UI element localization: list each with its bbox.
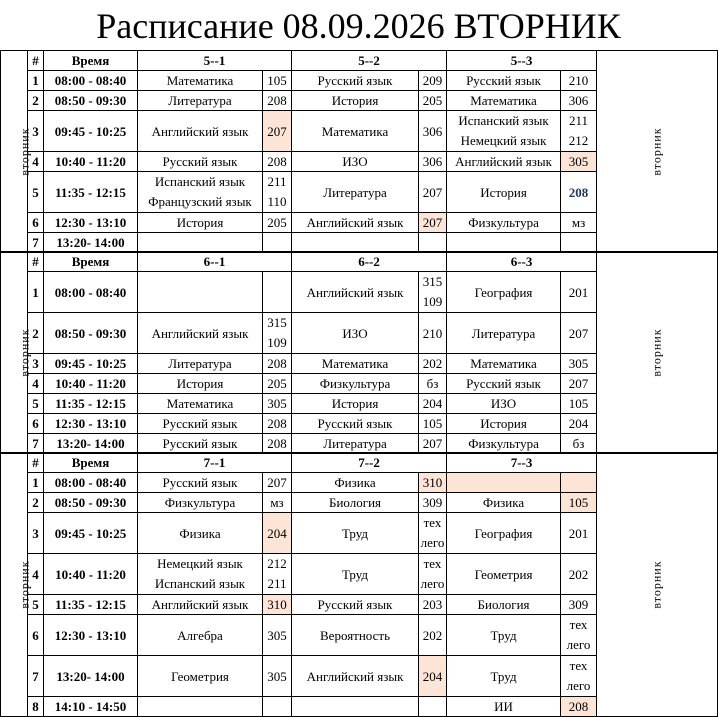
lesson-time: 08:50 - 09:30 — [44, 493, 138, 513]
lesson-time: 10:40 - 11:20 — [44, 374, 138, 394]
room-line: 109 — [267, 335, 287, 350]
room-cell: 310 — [263, 595, 292, 615]
room-cell: 208 — [263, 434, 292, 454]
room-cell: бз — [419, 374, 447, 394]
header-time: Время — [44, 252, 138, 272]
room-cell: 310 — [419, 473, 447, 493]
room-cell: 305 — [561, 354, 597, 374]
room-cell: 204 — [419, 394, 447, 414]
room-cell — [419, 272, 447, 313]
subject-cell: История — [447, 172, 561, 213]
room-cell: 105 — [263, 71, 292, 91]
subject-cell: География — [447, 272, 561, 313]
room-cell: 105 — [561, 493, 597, 513]
class-header: 6--1 — [138, 252, 292, 272]
class-header: 5--3 — [447, 51, 597, 71]
subject-cell — [447, 473, 561, 493]
lesson-time: 13:20- 14:00 — [44, 434, 138, 454]
lesson-time: 14:10 - 14:50 — [44, 697, 138, 717]
room-cell: 204 — [263, 513, 292, 554]
room-line: 315 — [267, 315, 287, 330]
room-cell: 309 — [419, 493, 447, 513]
room-cell — [263, 172, 292, 213]
subject-cell: Русский язык — [138, 473, 263, 493]
room-cell: 207 — [263, 473, 292, 493]
room-cell: 207 — [561, 374, 597, 394]
subject-cell: Биология — [292, 493, 419, 513]
lesson-number: 1 — [28, 272, 44, 313]
day-label-left — [1, 453, 32, 717]
subject-cell: Математика — [138, 394, 263, 414]
lesson-number: 7 — [28, 434, 44, 454]
class-header: 7--1 — [138, 453, 292, 473]
lesson-time: 12:30 - 13:10 — [44, 615, 138, 656]
subject-cell — [447, 111, 561, 152]
room-cell: 208 — [561, 172, 597, 213]
class-header: 7--3 — [447, 453, 597, 473]
lesson-time: 10:40 - 11:20 — [44, 152, 138, 172]
subject-cell: Физкультура — [447, 213, 561, 233]
room-cell: 305 — [263, 394, 292, 414]
room-line: лего — [420, 535, 445, 550]
class-header: 5--1 — [138, 51, 292, 71]
room-cell: 208 — [263, 414, 292, 434]
room-cell: 105 — [561, 394, 597, 414]
room-cell — [561, 233, 597, 253]
room-cell: 305 — [561, 152, 597, 172]
subject-cell: Геометрия — [447, 554, 561, 595]
room-cell: 202 — [419, 354, 447, 374]
room-cell: 205 — [419, 91, 447, 111]
subject-cell: Физкультура — [138, 493, 263, 513]
subject-cell: Русский язык — [138, 414, 263, 434]
room-line: 110 — [267, 194, 287, 209]
class-header: 5--2 — [292, 51, 447, 71]
room-cell: 306 — [561, 91, 597, 111]
class-header: 7--2 — [292, 453, 447, 473]
subject-cell: Английский язык — [138, 313, 263, 354]
room-cell — [419, 233, 447, 253]
subject-cell: История — [138, 374, 263, 394]
room-cell: 204 — [561, 414, 597, 434]
room-cell: 208 — [561, 697, 597, 717]
day-label-text: вторник — [17, 328, 32, 377]
lesson-number: 2 — [28, 313, 44, 354]
subject-cell: Русский язык — [447, 71, 561, 91]
header-num: # — [28, 252, 44, 272]
room-cell: 210 — [419, 313, 447, 354]
lesson-number: 4 — [28, 152, 44, 172]
day-label-left — [1, 252, 32, 454]
subject-cell: Математика — [292, 111, 419, 152]
subject-cell — [138, 697, 263, 717]
lesson-time: 09:45 - 10:25 — [44, 354, 138, 374]
subject-line: Испанский язык — [154, 576, 246, 591]
subject-cell: Труд — [447, 615, 561, 656]
room-cell: 207 — [561, 313, 597, 354]
room-cell — [263, 313, 292, 354]
subject-cell: Физика — [292, 473, 419, 493]
lesson-time: 10:40 - 11:20 — [44, 554, 138, 595]
day-label-text: вторник — [649, 560, 664, 609]
subject-cell: История — [292, 394, 419, 414]
room-line: лего — [420, 576, 445, 591]
lesson-number: 4 — [28, 554, 44, 595]
room-cell — [561, 473, 597, 493]
subject-cell: ИЗО — [447, 394, 561, 414]
subject-cell: Английский язык — [292, 272, 419, 313]
room-cell — [263, 272, 292, 313]
subject-cell: Русский язык — [292, 595, 419, 615]
subject-cell: Геометрия — [138, 656, 263, 697]
room-line: 212 — [568, 133, 589, 148]
subject-line: Испанский язык — [154, 174, 246, 189]
subject-cell — [138, 554, 263, 595]
room-cell: мз — [561, 213, 597, 233]
room-line: 211 — [267, 576, 287, 591]
subject-line: Испанский язык — [458, 113, 549, 128]
page-title: Расписание 08.09.2026 ВТОРНИК — [96, 6, 621, 46]
subject-cell — [292, 233, 419, 253]
subject-cell — [138, 272, 263, 313]
subject-cell: Английский язык — [292, 213, 419, 233]
lesson-number: 3 — [28, 513, 44, 554]
subject-cell: Математика — [447, 91, 561, 111]
subject-cell — [138, 233, 263, 253]
day-label-right — [597, 51, 718, 253]
day-label-right — [597, 453, 718, 717]
lesson-time: 08:00 - 08:40 — [44, 71, 138, 91]
subject-cell: Литература — [138, 354, 263, 374]
schedule-block-5 — [0, 50, 718, 253]
subject-cell: Литература — [447, 313, 561, 354]
lesson-number: 7 — [28, 656, 44, 697]
room-line: 109 — [422, 294, 443, 309]
subject-cell: Труд — [292, 513, 419, 554]
lesson-number: 6 — [28, 414, 44, 434]
subject-line: Французский язык — [148, 194, 252, 209]
room-cell: 207 — [419, 172, 447, 213]
room-cell — [263, 697, 292, 717]
room-cell: 207 — [419, 434, 447, 454]
lesson-time: 08:00 - 08:40 — [44, 272, 138, 313]
room-cell: 207 — [263, 111, 292, 152]
room-line: 212 — [267, 556, 287, 571]
room-cell — [419, 697, 447, 717]
subject-cell: Физкультура — [292, 374, 419, 394]
subject-cell: Английский язык — [292, 656, 419, 697]
room-cell — [561, 111, 597, 152]
lesson-number: 8 — [28, 697, 44, 717]
subject-cell: Труд — [292, 554, 419, 595]
lesson-number: 5 — [28, 595, 44, 615]
room-cell: 105 — [419, 414, 447, 434]
room-cell: 201 — [561, 513, 597, 554]
lesson-time: 11:35 - 12:15 — [44, 595, 138, 615]
lesson-number: 3 — [28, 354, 44, 374]
header-row — [1, 453, 718, 473]
subject-cell: Русский язык — [447, 374, 561, 394]
lesson-number: 7 — [28, 233, 44, 253]
room-cell: 208 — [263, 152, 292, 172]
lesson-time: 13:20- 14:00 — [44, 656, 138, 697]
lesson-time: 12:30 - 13:10 — [44, 414, 138, 434]
header-num: # — [28, 51, 44, 71]
subject-cell: Русский язык — [292, 414, 419, 434]
lesson-time: 13:20- 14:00 — [44, 233, 138, 253]
room-cell — [419, 513, 447, 554]
subject-cell — [292, 697, 419, 717]
day-label-left — [1, 51, 32, 253]
subject-cell: Русский язык — [138, 152, 263, 172]
lesson-number: 6 — [28, 615, 44, 656]
class-header: 6--3 — [447, 252, 597, 272]
room-cell — [263, 233, 292, 253]
room-cell — [561, 615, 597, 656]
subject-cell — [138, 172, 263, 213]
room-cell — [419, 554, 447, 595]
lesson-number: 4 — [28, 374, 44, 394]
room-line: тех — [423, 556, 442, 571]
subject-line: Немецкий язык — [460, 133, 547, 148]
subject-cell: Литература — [138, 91, 263, 111]
room-cell: 209 — [419, 71, 447, 91]
room-cell: 208 — [263, 91, 292, 111]
subject-cell: Русский язык — [138, 434, 263, 454]
subject-cell: Физика — [447, 493, 561, 513]
room-cell: 201 — [561, 272, 597, 313]
room-cell: 210 — [561, 71, 597, 91]
subject-cell: ИИ — [447, 697, 561, 717]
room-cell: 204 — [419, 656, 447, 697]
day-label-text: вторник — [649, 328, 664, 377]
room-cell: 306 — [419, 152, 447, 172]
subject-cell: История — [138, 213, 263, 233]
subject-cell: История — [447, 414, 561, 434]
room-line: 211 — [569, 113, 589, 128]
subject-cell: Физкультура — [447, 434, 561, 454]
room-cell — [263, 554, 292, 595]
room-cell: 309 — [561, 595, 597, 615]
room-cell: бз — [561, 434, 597, 454]
subject-cell: ИЗО — [292, 152, 419, 172]
room-line: тех — [569, 617, 588, 632]
room-cell: 205 — [263, 213, 292, 233]
room-cell: мз — [263, 493, 292, 513]
subject-cell: Математика — [292, 354, 419, 374]
lesson-number: 1 — [28, 71, 44, 91]
class-header: 6--2 — [292, 252, 447, 272]
subject-cell: География — [447, 513, 561, 554]
room-cell: 205 — [263, 374, 292, 394]
subject-cell: Английский язык — [447, 152, 561, 172]
lesson-time: 08:50 - 09:30 — [44, 313, 138, 354]
day-label-text: вторник — [649, 127, 664, 176]
lesson-number: 1 — [28, 473, 44, 493]
room-cell — [561, 656, 597, 697]
subject-cell — [447, 233, 561, 253]
header-row — [1, 51, 718, 71]
lesson-time: 11:35 - 12:15 — [44, 172, 138, 213]
lesson-number: 3 — [28, 111, 44, 152]
subject-cell: Физика — [138, 513, 263, 554]
day-label-right — [597, 252, 718, 454]
header-row — [1, 252, 718, 272]
room-line: лего — [566, 637, 591, 652]
room-cell: 305 — [263, 615, 292, 656]
lesson-number: 2 — [28, 493, 44, 513]
room-cell: 203 — [419, 595, 447, 615]
room-line: тех — [423, 515, 442, 530]
lesson-time: 12:30 - 13:10 — [44, 213, 138, 233]
schedule-block-7 — [0, 452, 718, 717]
subject-cell: Биология — [447, 595, 561, 615]
subject-cell: Английский язык — [138, 595, 263, 615]
subject-cell: Труд — [447, 656, 561, 697]
subject-cell: ИЗО — [292, 313, 419, 354]
subject-line: Немецкий язык — [157, 556, 243, 571]
room-line: 315 — [422, 274, 443, 289]
day-label-text: вторник — [17, 127, 32, 176]
room-line: 211 — [267, 174, 287, 189]
room-line: тех — [569, 658, 588, 673]
day-label-text: вторник — [17, 560, 32, 609]
header-time: Время — [44, 51, 138, 71]
subject-cell: Литература — [292, 434, 419, 454]
lesson-number: 2 — [28, 91, 44, 111]
room-cell: 202 — [419, 615, 447, 656]
subject-cell: Алгебра — [138, 615, 263, 656]
lesson-time: 09:45 - 10:25 — [44, 513, 138, 554]
header-time: Время — [44, 453, 138, 473]
lesson-number: 5 — [28, 172, 44, 213]
lesson-time: 11:35 - 12:15 — [44, 394, 138, 414]
room-line: лего — [566, 678, 591, 693]
lesson-time: 08:50 - 09:30 — [44, 91, 138, 111]
room-cell: 305 — [263, 656, 292, 697]
subject-cell: Математика — [447, 354, 561, 374]
room-cell: 202 — [561, 554, 597, 595]
lesson-time: 09:45 - 10:25 — [44, 111, 138, 152]
lesson-number: 6 — [28, 213, 44, 233]
room-cell: 208 — [263, 354, 292, 374]
room-cell: 306 — [419, 111, 447, 152]
subject-cell: Русский язык — [292, 71, 419, 91]
subject-cell: История — [292, 91, 419, 111]
subject-cell: Английский язык — [138, 111, 263, 152]
lesson-number: 5 — [28, 394, 44, 414]
subject-cell: Вероятность — [292, 615, 419, 656]
subject-cell: Математика — [138, 71, 263, 91]
schedule-block-6 — [0, 251, 718, 454]
subject-cell: Литература — [292, 172, 419, 213]
lesson-time: 08:00 - 08:40 — [44, 473, 138, 493]
header-num: # — [28, 453, 44, 473]
room-cell: 207 — [419, 213, 447, 233]
